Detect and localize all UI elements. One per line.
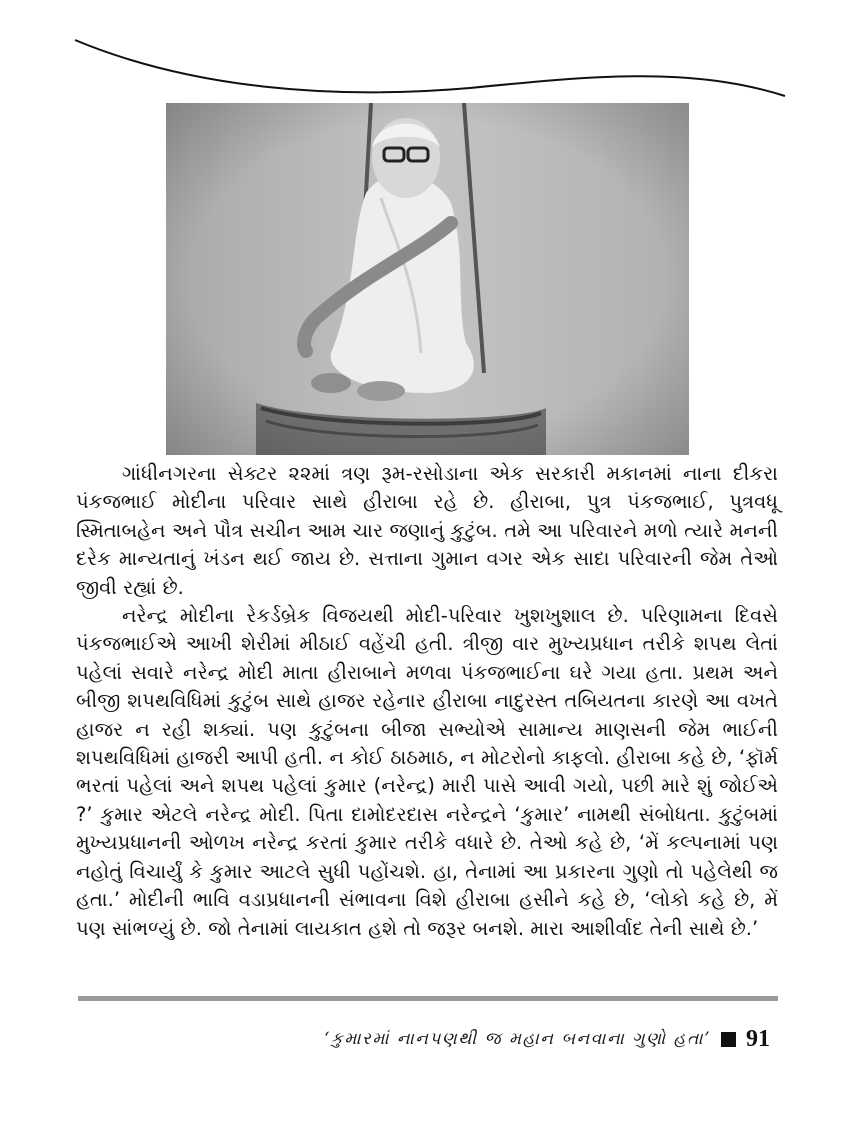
running-footer-title: ‘કુમારમાં નાનપણથી જ મહાન બનવાના ગુણો હતા’ bbox=[323, 1029, 711, 1049]
square-bullet-icon bbox=[721, 1032, 736, 1047]
page-footer bbox=[324, 1024, 770, 1054]
page-number: 91 bbox=[746, 1025, 770, 1052]
article-body bbox=[76, 460, 778, 943]
decorative-top-curve bbox=[70, 18, 790, 108]
paragraph: ગાંધીનગરના સેક્ટર ૨૨માં ત્રણ રૂમ-રસોડાના એક સરકારી મકાનમાં નાના દીકરા પંકજભાઈ મોદીના પરિવાર સાથે હીરાબા રહે છે. હીરાબા, પુત્ર પંકજભાઈ, પુત્રવધૂ સ્મિતાબહેન અને પૌત્ર સચીન આમ ચાર જણાનું કુટુંબ. તમે આ પરિવારને મળો ત્યારે મનની દરેક માન્યતાનું ખંડન થઈ જાય છે. સત્તાના ગુમાન વગર એક સાદા પરિવારની જેમ તેઓ જીવી રહ્યાં છે. bbox=[76, 462, 778, 599]
paragraph: નરેન્દ્ર મોદીના રેકર્ડબ્રેક વિજયથી મોદી-પરિવાર ખુશખુશાલ છે. પરિણામના દિવસે પંકજભાઈએ આખી શેરીમાં મીઠાઈ વહેંચી હતી. ત્રીજી વાર મુખ્યપ્રધાન તરીકે શપથ લેતાં પહેલાં સવારે નરેન્દ્ર મોદી માતા હીરાબાને મળવા પંકજભાઈના ઘરે ગયા હતા. પ્રથમ અને બીજી શપથવિધિમાં કુટુંબ સાથે હાજર રહેનાર હીરાબા નાદુરસ્ત તબિયતના કારણે આ વખતે હાજર ન રહી શક્યાં. પણ કુટુંબના બીજા સભ્યોએ સામાન્ય માણસની જેમ ભાઈની શપથવિધિમાં હાજરી આપી હતી. ન કોઈ ઠાઠમાઠ, ન મોટરોનો કાફલો. હીરાબા કહે છે, ‘ફૉર્મ ભરતાં પહેલાં અને શપથ પહેલાં કુમાર (નરેન્દ્ર) મારી પાસે આવી ગયો, પછી મારે શું જોઈએ ?’ કુમાર એટલે નરેન્દ્ર મોદી. પિતા દામોદરદાસ નરેન્દ્રને ‘કુમાર’ નામથી સંબોધતા. કુટુંબમાં મુખ્યપ્રધાનની ઓળખ નરેન્દ્ર કરતાં કુમાર તરીકે વધારે છે. તેઓ કહે છે, ‘મેં કલ્પનામાં પણ નહોતું વિચાર્યું કે કુમાર આટલે સુધી પહોંચશે. હા, તેનામાં આ પ્રકારના ગુણો તો પહેલેથી જ હતા.’ મોદીની ભાવિ વડાપ્રધાનની સંભાવના વિશે હીરાબા હસીને કહે છે, ‘લોકો કહે છે, મેં પણ સાંભળ્યું છે. જો તેનામાં લાયકાત હશે તો જરૂર બનશે. મારા આશીર્વાદ તેની સાથે છે.’ bbox=[76, 604, 778, 940]
horizontal-rule bbox=[78, 996, 778, 1001]
photo-elderly-woman-on-swing bbox=[166, 103, 689, 455]
